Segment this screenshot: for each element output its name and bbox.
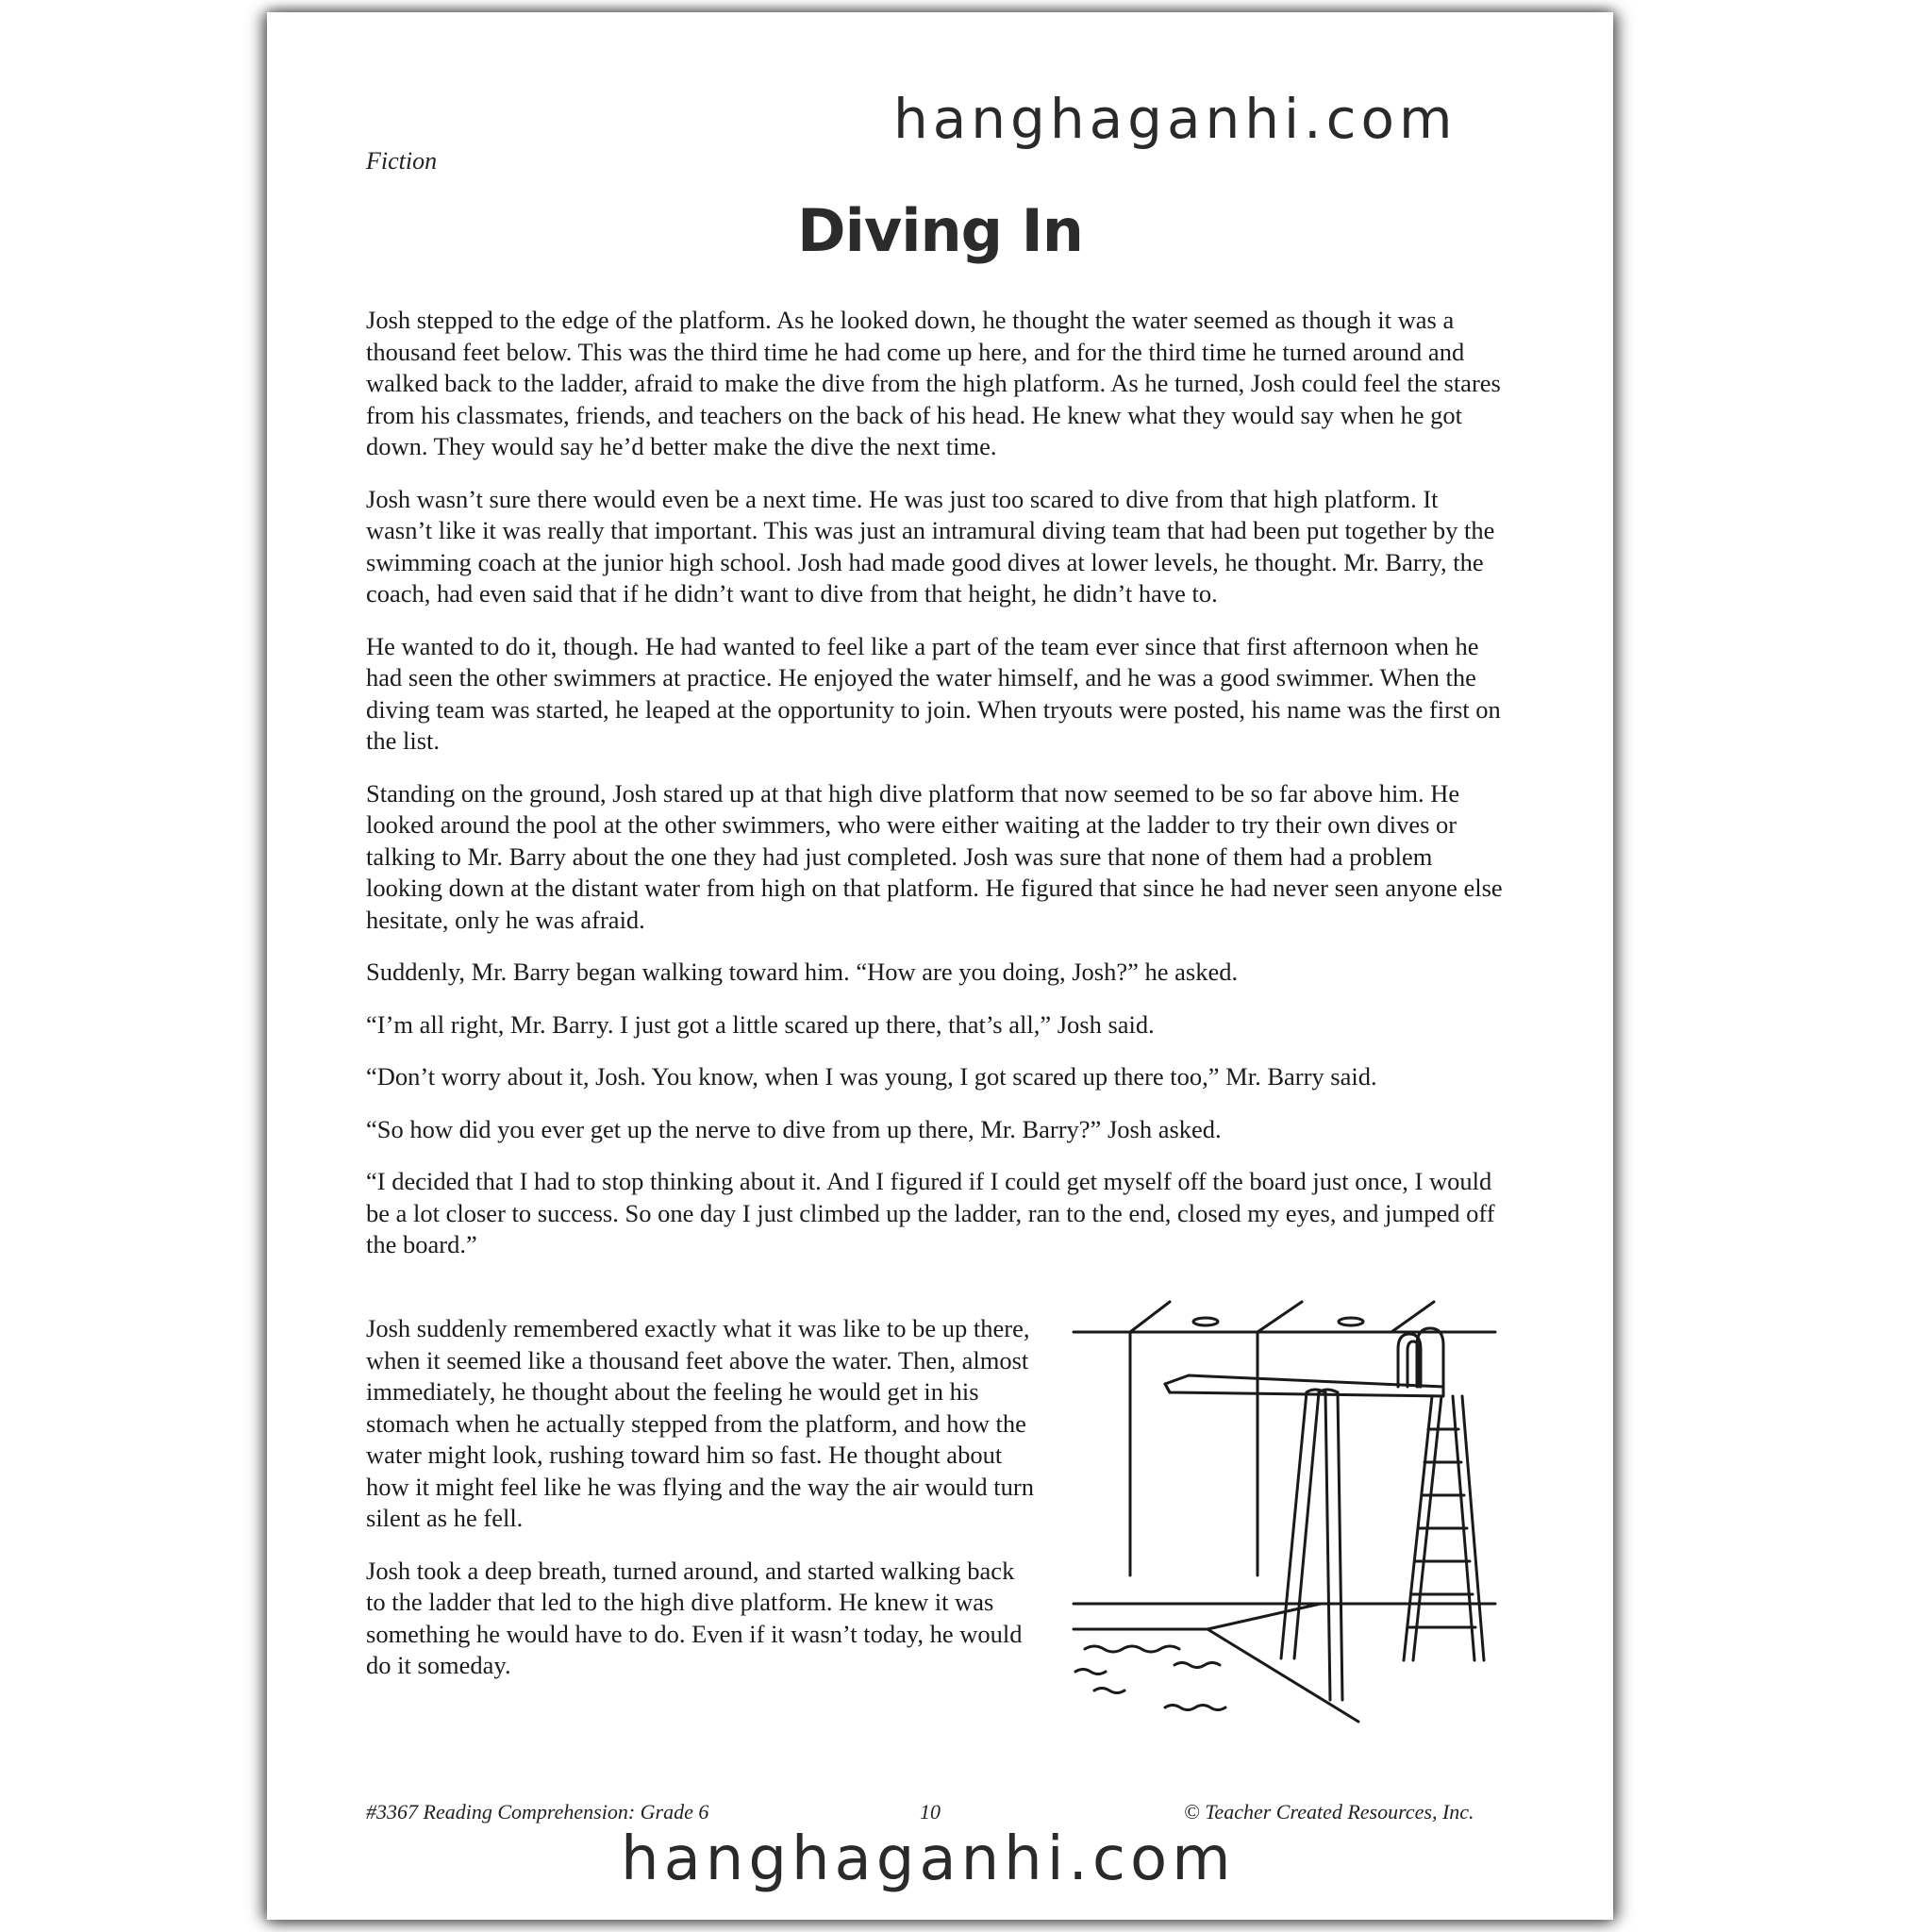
paragraph: Josh suddenly remembered exactly what it was like to be up there, when it seemed like a thousand feet above the water. Then, almost immediately, he thought about the feeling he would get in his stomach when he actually stepped from the platform, and how the water might look, rushing toward him so fast. He thought about how it might feel like he was flying and the way the air would turn silent as he fell. — [366, 1314, 1034, 1532]
watermark-top: hanghaganhi.com — [893, 87, 1457, 151]
paragraph: Josh took a deep breath, turned around, and started walking back to the ladder that led to the high dive platform. He knew it was something he would have to do. Even if it wasn’t today, he would do it someday. — [366, 1556, 1023, 1679]
paragraph: Josh wasn’t sure there would even be a next time. He was just too scared to dive from that high platform. It wasn’t like it was really that important. This was just an intramural diving team that had been put together by the swimming coach at the junior high school. Josh had made good dives at lower levels, he thought. Mr. Barry, the coach, had even said that if he didn’t want to dive from that height, he didn’t have to. — [366, 484, 1495, 608]
diving-platform-illustration — [1066, 1292, 1505, 1726]
paragraph: “Don’t worry about it, Josh. You know, when I was young, I got scared up there too,” Mr. Barry said. — [366, 1062, 1377, 1091]
story-body — [366, 305, 1507, 1282]
story-body-wrapped — [366, 1313, 1036, 1703]
footer-copyright: © Teacher Created Resources, Inc. — [1184, 1800, 1474, 1824]
paragraph: “So how did you ever get up the nerve to dive from up there, Mr. Barry?” Josh asked. — [366, 1114, 1222, 1143]
paragraph: “I decided that I had to stop thinking about it. And I figured if I could get myself off the board just once, I would be a lot closer to success. So one day I just climbed up the ladder, ran to the end, closed my eyes, and jumped off the board.” — [366, 1167, 1495, 1258]
footer-book-title: #3367 Reading Comprehension: Grade 6 — [366, 1800, 709, 1824]
page-number: 10 — [920, 1800, 941, 1824]
paragraph: “I’m all right, Mr. Barry. I just got a little scared up there, that’s all,” Josh said. — [366, 1009, 1155, 1039]
genre-label: Fiction — [366, 147, 438, 175]
paragraph: Standing on the ground, Josh stared up at that high dive platform that now seemed to be so far above him. He looked around the pool at the other swimmers, who were either waiting at the ladder to try their own dives or talking to Mr. Barry about the one they had just completed. Josh was sure that none of them had a problem looking down at the distant water from high on that platform. He figured that since he had never seen anyone else hesitate, only he was afraid. — [366, 778, 1503, 934]
page-title: Diving In — [797, 196, 1083, 265]
paragraph: He wanted to do it, though. He had wanted to feel like a part of the team ever since that first afternoon when he had seen the other swimmers at practice. He enjoyed the water himself, and he was a good swimmer. When the diving team was started, he leaped at the opportunity to join. When tryouts were posted, his name was the first on the list. — [366, 631, 1501, 755]
paragraph: Josh stepped to the edge of the platform. As he looked down, he thought the water seemed as though it was a thousand feet below. This was the third time he had come up here, and for the third time he turned around and walked back to the ladder, afraid to make the dive from the high platform. As he turned, Josh could feel the stares from his classmates, friends, and teachers on the back of his head. He knew what they would say when he got down. They would say he’d better make the dive the next time. — [366, 306, 1501, 460]
watermark-bottom: hanghaganhi.com — [621, 1824, 1236, 1894]
paragraph: Suddenly, Mr. Barry began walking toward him. “How are you doing, Josh?” he asked. — [366, 958, 1239, 986]
